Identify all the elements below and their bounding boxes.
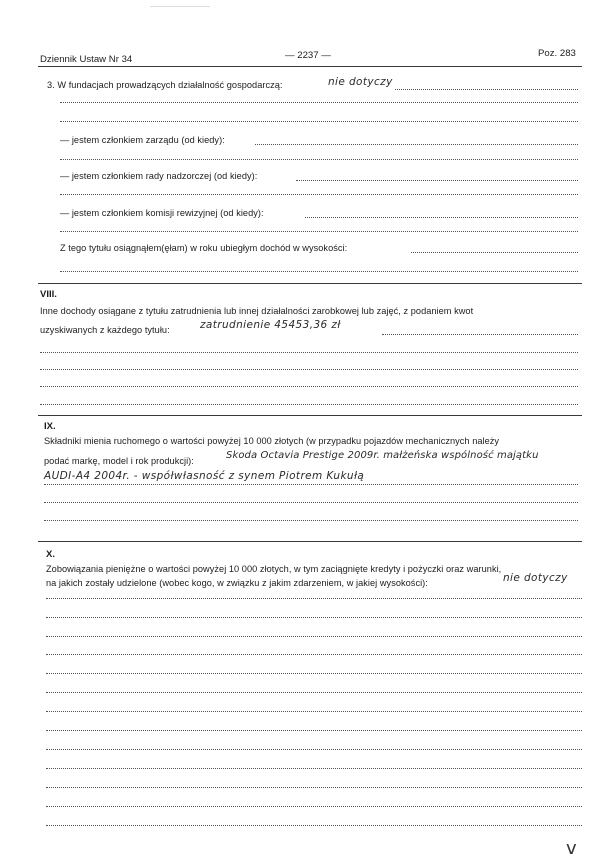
dotted-line [46, 711, 582, 712]
dotted-line [60, 159, 578, 160]
dotted-line [46, 636, 582, 637]
foundations-handwritten: nie dotyczy [328, 76, 393, 88]
dotted-line [44, 484, 578, 485]
check-mark-icon: v [566, 838, 577, 859]
scan-artifact [150, 6, 210, 7]
dotted-line [44, 520, 578, 521]
section-divider [38, 415, 582, 416]
dotted-line [296, 180, 578, 181]
dotted-line [44, 502, 578, 503]
dotted-line [255, 144, 578, 145]
section-heading-viii: VIII. [40, 289, 57, 300]
dotted-line [46, 749, 582, 750]
dotted-line [60, 194, 578, 195]
other-income-line1: Inne dochody osiągane z tytułu zatrudnienia lub innej działalności zarobkowej lub zajęć, z podaniem kwot [40, 306, 474, 316]
section-divider [38, 283, 582, 284]
section-divider [38, 541, 582, 542]
dotted-line [40, 352, 578, 353]
dotted-line [46, 806, 582, 807]
dotted-line [46, 598, 582, 599]
page-number: — 2237 — [285, 50, 331, 61]
dotted-line [46, 673, 582, 674]
section-heading-x: X. [46, 549, 55, 560]
header-rule [38, 66, 582, 67]
dotted-line [60, 231, 578, 232]
liabilities-line2: na jakich zostały udzielone (wobec kogo, w związku z jakim zdarzeniem, w jakiej wysokości): [46, 578, 428, 588]
dotted-line [305, 217, 578, 218]
movable-property-line1: Składniki mienia ruchomego o wartości powyżej 10 000 złotych (w przypadku pojazdów mechanicznych należy [44, 436, 500, 446]
dotted-line [46, 787, 582, 788]
dotted-line [46, 617, 582, 618]
dotted-line [46, 692, 582, 693]
income-label: Z tego tytułu osiągnąłem(ęłam) w roku ubiegłym dochód w wysokości: [60, 243, 348, 253]
dotted-line [46, 768, 582, 769]
dotted-line [60, 271, 578, 272]
movable-property-handwritten-2: AUDI-A4 2004r. - współwłasność z synem Piotrem Kukułą [44, 470, 365, 482]
dotted-line [60, 102, 578, 103]
supervisory-board-label: — jestem członkiem rady nadzorczej (od kiedy): [60, 171, 258, 181]
dotted-line [46, 825, 582, 826]
dotted-line [395, 89, 578, 90]
foundations-label: 3. W fundacjach prowadzących działalność gospodarczą: [47, 80, 283, 90]
dotted-line [46, 654, 582, 655]
audit-committee-label: — jestem członkiem komisji rewizyjnej (od kiedy): [60, 208, 264, 218]
liabilities-handwritten: nie dotyczy [503, 572, 568, 584]
dotted-line [60, 121, 578, 122]
dotted-line [40, 386, 578, 387]
journal-title: Dziennik Ustaw Nr 34 [40, 54, 133, 65]
section-heading-ix: IX. [44, 421, 56, 432]
movable-property-handwritten-1: Skoda Octavia Prestige 2009r. małżeńska wspólność majątku [226, 450, 539, 461]
dotted-line [46, 730, 582, 731]
other-income-handwritten: zatrudnienie 45453,36 zł [200, 319, 341, 331]
dotted-line [40, 369, 578, 370]
liabilities-line1: Zobowiązania pieniężne o wartości powyżej 10 000 złotych, w tym zaciągnięte kredyty i pożyczki oraz warunki, [46, 564, 502, 574]
movable-property-line2: podać markę, model i rok produkcji): [44, 456, 194, 466]
dotted-line [40, 404, 578, 405]
board-member-label: — jestem członkiem zarządu (od kiedy): [60, 135, 225, 145]
dotted-line [411, 252, 578, 253]
position-number: Poz. 283 [538, 48, 576, 59]
other-income-line2: uzyskiwanych z każdego tytułu: [40, 325, 170, 335]
dotted-line [382, 334, 578, 335]
